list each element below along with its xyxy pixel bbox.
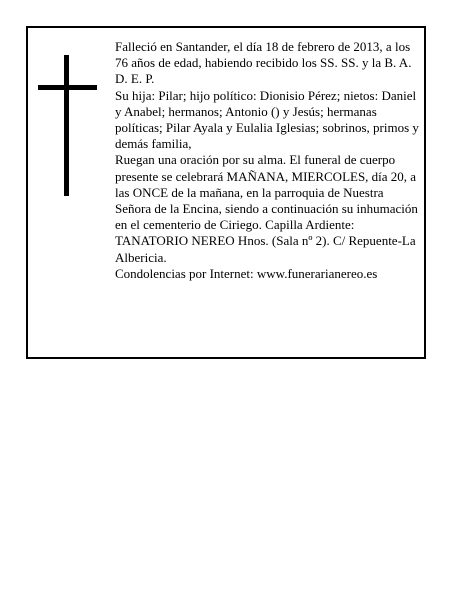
funeral-details: Ruegan una oración por su alma. El funeral de cuerpo presente se celebrará MAÑANA, MIERCOLES, día 20, a las ONCE de la mañana, en la parroquia de Nuestra Señora de la Encina, siendo a continuación su inhumación en el cementerio de Ciriego. Capilla Ardiente: TANATORIO NEREO Hnos. (Sala nº 2). C/ Repuente-La Albericia.: [115, 152, 418, 265]
obituary-text: [115, 39, 421, 282]
rest-in-peace: D. E. P.: [115, 71, 155, 87]
cross-vertical-bar: [64, 55, 69, 196]
condolences-line: Condolencias por Internet: www.funerarianereo.es: [115, 265, 378, 281]
family-list: Su hija: Pilar; hijo político: Dionisio Pérez; nietos: Daniel y Anabel; hermanos; Antonio () y Jesús; hermanas políticas; Pilar Ayala y Eulalia Iglesias; sobrinos, primos y demás familia,: [115, 87, 419, 152]
death-announcement: Falleció en Santander, el día 18 de febrero de 2013, a los 76 años de edad, habiendo recibido los SS. SS. y la B. A.: [115, 39, 412, 71]
cross-horizontal-bar: [38, 85, 97, 90]
